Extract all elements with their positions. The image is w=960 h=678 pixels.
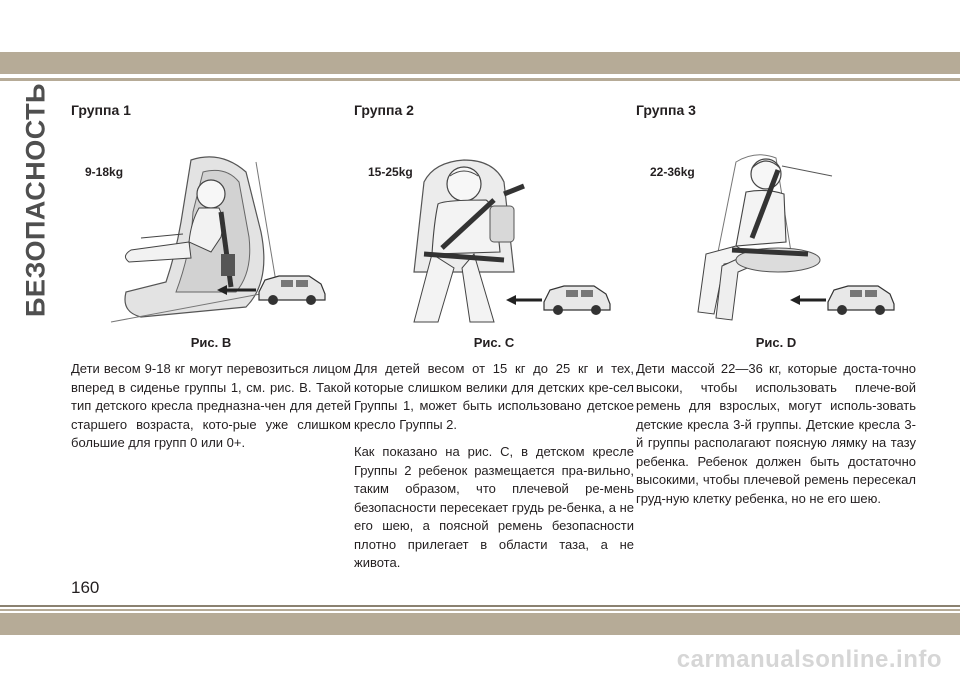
weight-label-15-25kg: 15-25kg xyxy=(368,165,413,179)
figure-d-caption: Рис. D xyxy=(755,335,797,350)
watermark: carmanualsonline.info xyxy=(676,646,942,673)
weight-label-9-18kg: 9-18kg xyxy=(85,165,124,179)
group-1-title: Группа 1 xyxy=(71,102,131,118)
group-3-title: Группа 3 xyxy=(636,102,696,118)
child-seat-group-1-drawing xyxy=(71,142,331,332)
car-icon xyxy=(544,286,610,315)
car-icon xyxy=(828,286,894,315)
footer-rule-light xyxy=(0,609,960,611)
figure-b-illustration xyxy=(71,142,331,332)
section-label-text: БЕЗОПАСНОСТЬ xyxy=(20,83,51,317)
group-2-column xyxy=(354,100,634,573)
group-1-column xyxy=(71,100,351,453)
group-2-paragraph-1: Для детей весом от 15 кг до 25 кг и тех, которые слишком велики для детских кре-сел Группы 1, может быть использовано детское кресло Группы 2. xyxy=(354,361,634,432)
footer-rule-dark xyxy=(0,605,960,607)
header-rule xyxy=(0,78,960,81)
booster-seat-group-2-drawing xyxy=(354,142,614,332)
group-2-paragraph-2: Как показано на рис. C, в детском кресле Группы 2 ребенок размещается пра-вильно, таким образом, что плечевой ре-мень безопасности пересекает грудь ре-бенка, а не его шею, а поясной ремень безопасности плотно прилегает в области таза, а не живота. xyxy=(354,444,634,570)
figure-d-illustration xyxy=(636,142,896,332)
footer-band xyxy=(0,613,960,635)
section-side-label xyxy=(6,83,66,317)
figure-c-illustration xyxy=(354,142,614,332)
booster-cushion-group-3-drawing xyxy=(636,142,896,332)
header-band xyxy=(0,52,960,74)
group-2-title: Группа 2 xyxy=(354,102,414,118)
group-1-paragraph: Дети весом 9-18 кг могут перевозиться лицом вперед в сиденье группы 1, см. рис. B. Такой тип детского кресла предназна-чен для детей старшего возраста, кото-рые уже слишком большие для групп 0 или 0+. xyxy=(71,361,351,450)
car-icon xyxy=(259,276,325,305)
weight-label-22-36kg: 22-36kg xyxy=(650,165,695,179)
group-3-column xyxy=(636,100,916,508)
figure-b-caption: Рис. B xyxy=(190,335,232,350)
figure-c-caption: Рис. C xyxy=(473,335,515,350)
page-number: 160 xyxy=(71,578,100,597)
group-3-paragraph: Дети массой 22—36 кг, которые доста-точно высоки, чтобы использовать плече-вой ремень для взрослых, могут исполь-зовать детские кресла 3-й группы. Детские кресла 3-й группы располагают поясную лямку на тазу ребенка. Ребенок должен быть достаточно высокими, чтобы плечевой ремень пересекал груд-ную клетку ребенка, но не его шею. xyxy=(636,361,916,506)
